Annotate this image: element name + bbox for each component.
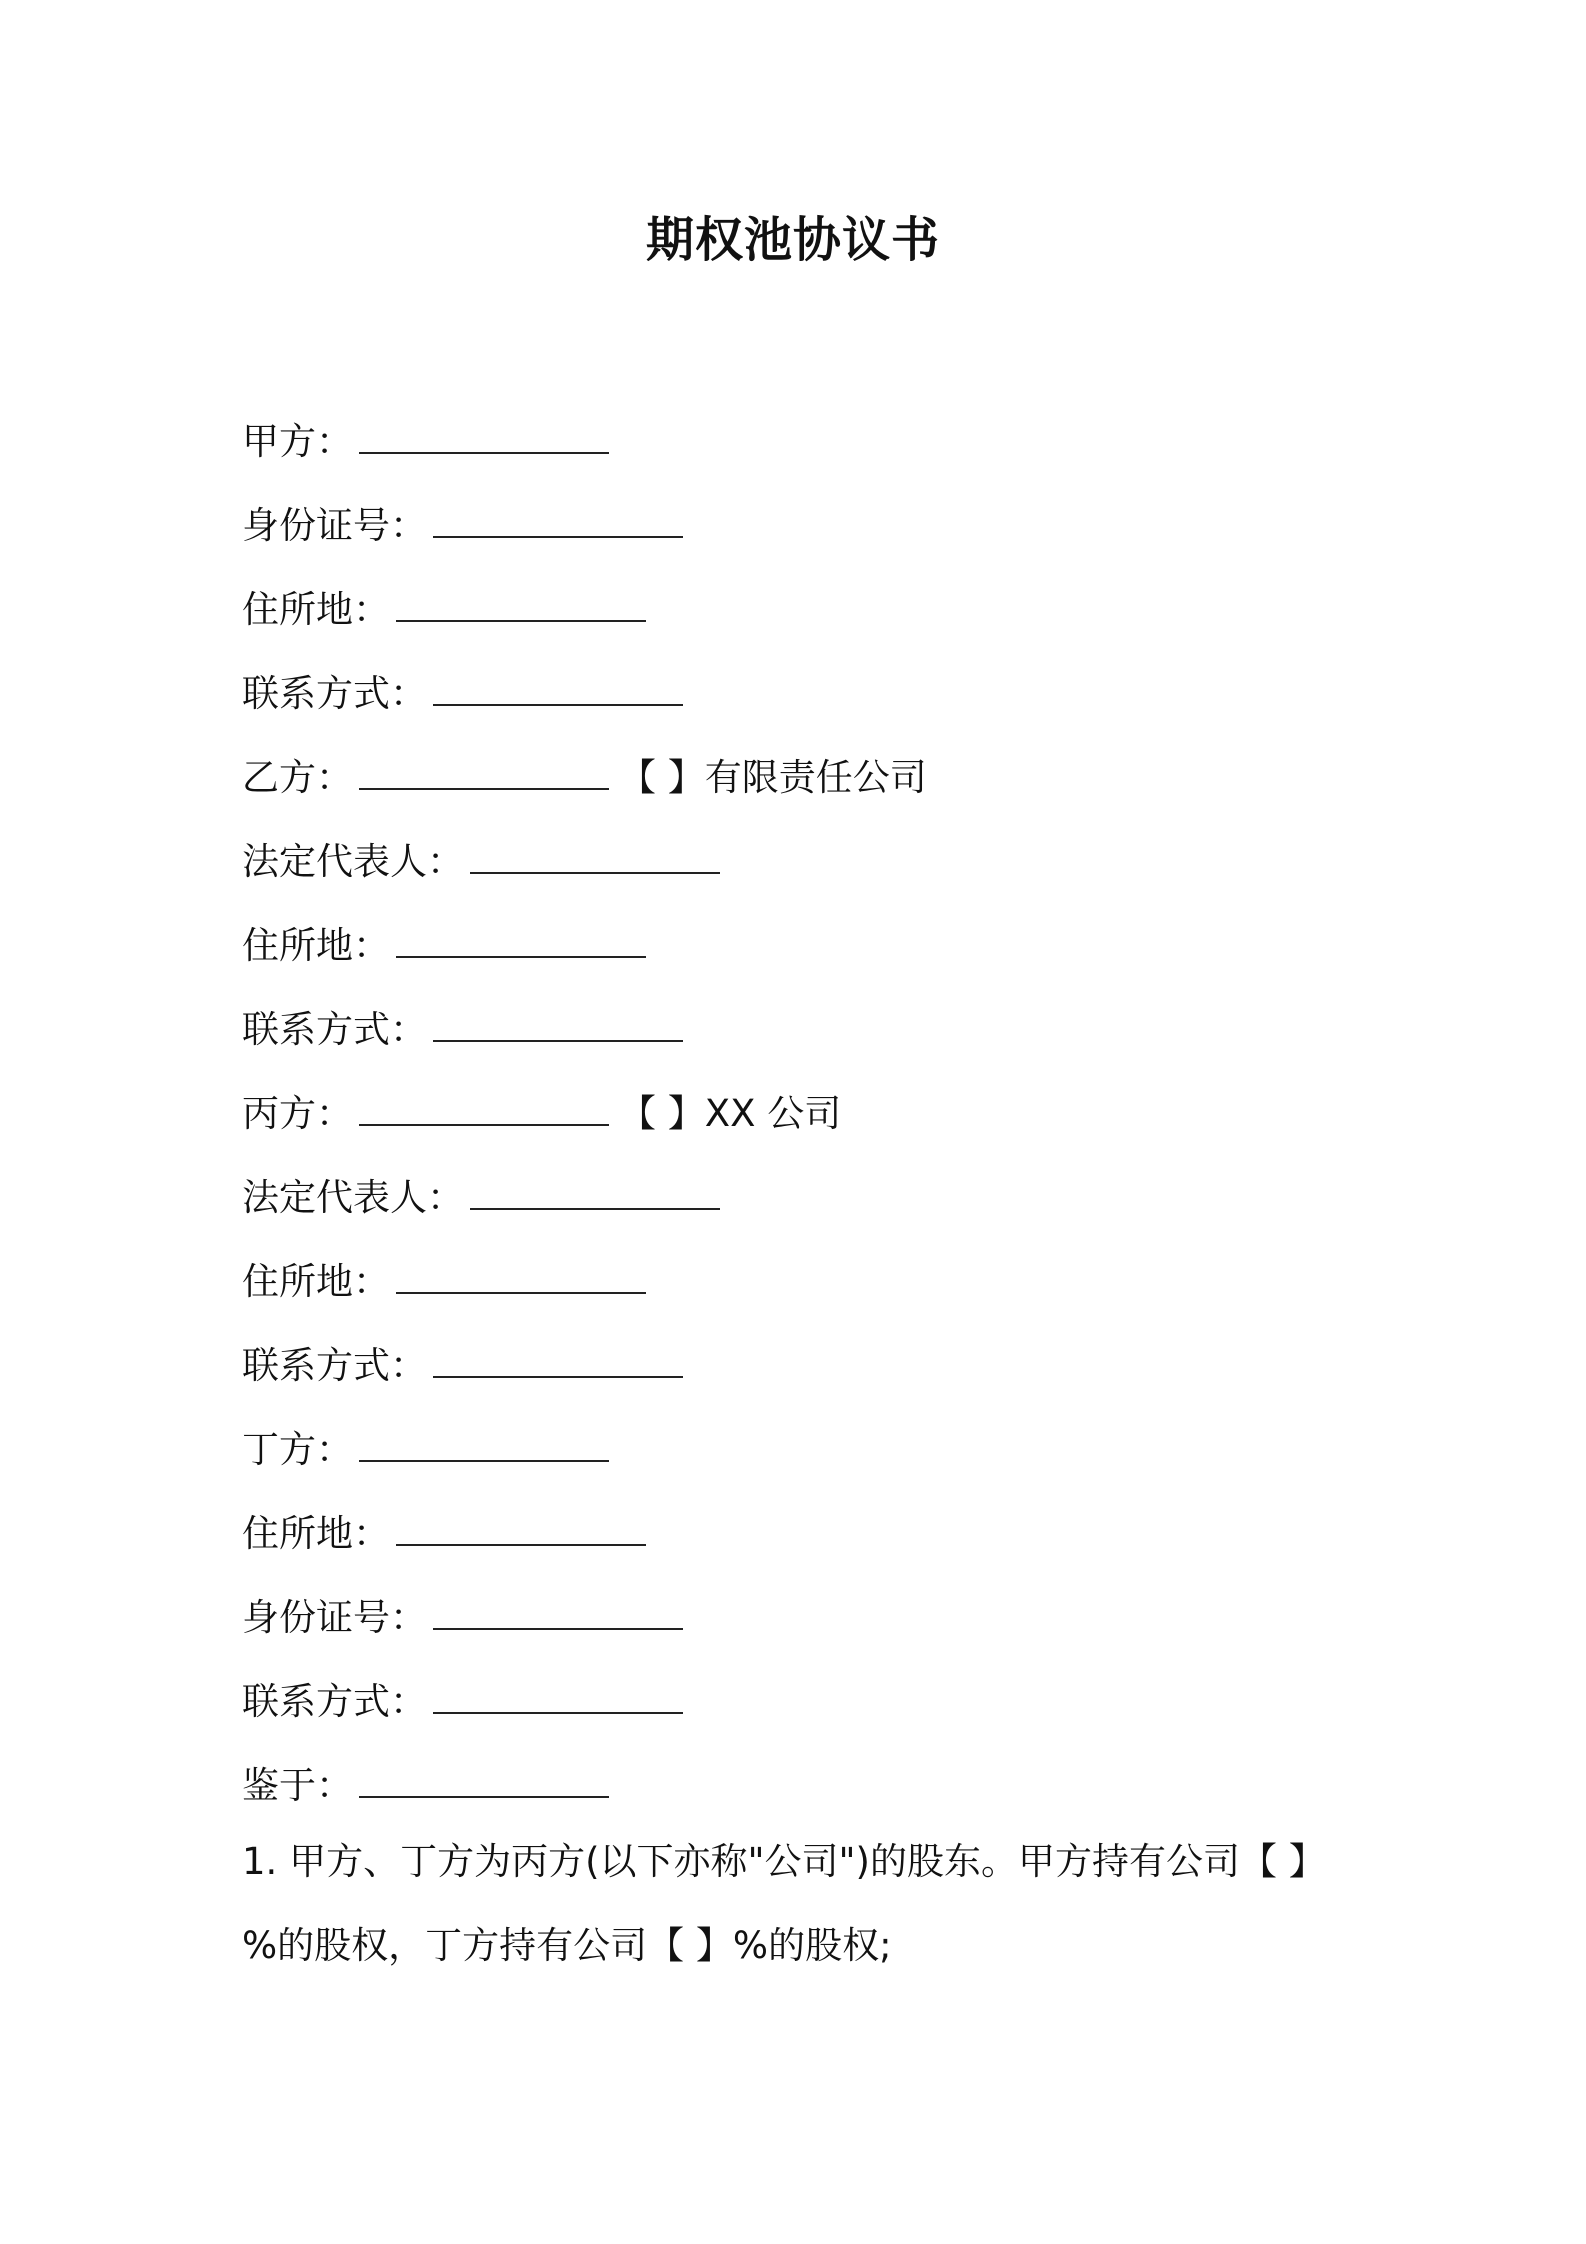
- field-party-a: [242, 400, 1392, 484]
- field-party-c-contact: [242, 1324, 1392, 1408]
- field-party-a-contact: [242, 652, 1392, 736]
- fill-blank: [433, 1010, 683, 1042]
- paragraph-line: 1. 甲方、丁方为丙方(以下亦称"公司")的股东。甲方持有公司【 】: [242, 1840, 1326, 1883]
- fill-blank: [470, 1178, 720, 1210]
- field-party-a-id: [242, 484, 1392, 568]
- field-party-d-contact: [242, 1660, 1392, 1744]
- field-label: 身份证号：: [242, 504, 427, 547]
- field-label: 联系方式：: [242, 1008, 427, 1051]
- field-label: 丙方：: [242, 1092, 353, 1135]
- fill-blank: [433, 1682, 683, 1714]
- field-label: 住所地：: [242, 588, 390, 631]
- paragraph-line: %的股权，丁方持有公司【 】%的股权;: [242, 1924, 892, 1967]
- fill-blank: [359, 1094, 609, 1126]
- field-party-b-representative: [242, 820, 1392, 904]
- field-party-d-id: [242, 1576, 1392, 1660]
- fill-blank: [396, 1514, 646, 1546]
- field-party-c: [242, 1072, 1392, 1156]
- field-whereas: [242, 1744, 1392, 1828]
- field-label: 鉴于：: [242, 1764, 353, 1807]
- field-label: 丁方：: [242, 1428, 353, 1471]
- fill-blank: [359, 422, 609, 454]
- field-label: 法定代表人：: [242, 840, 464, 883]
- field-party-b-address: [242, 904, 1392, 988]
- field-label: 联系方式：: [242, 672, 427, 715]
- field-party-d-address: [242, 1492, 1392, 1576]
- field-party-d: [242, 1408, 1392, 1492]
- field-party-b-contact: [242, 988, 1392, 1072]
- fill-blank: [433, 1346, 683, 1378]
- fill-blank: [433, 1598, 683, 1630]
- field-label: 联系方式：: [242, 1344, 427, 1387]
- fill-blank: [359, 1430, 609, 1462]
- document-title: 期权池协议书: [645, 212, 940, 268]
- fill-blank: [470, 842, 720, 874]
- fill-blank: [433, 674, 683, 706]
- fill-blank: [433, 506, 683, 538]
- field-party-a-address: [242, 568, 1392, 652]
- field-party-c-address: [242, 1240, 1392, 1324]
- fill-blank: [396, 1262, 646, 1294]
- fill-blank: [396, 926, 646, 958]
- field-label: 住所地：: [242, 1260, 390, 1303]
- field-label: 联系方式：: [242, 1680, 427, 1723]
- fill-blank: [359, 1766, 609, 1798]
- party-fields: [242, 400, 1392, 1828]
- field-label: 身份证号：: [242, 1596, 427, 1639]
- recital-paragraph: [242, 1820, 1352, 1988]
- fill-blank: [359, 758, 609, 790]
- field-label: 住所地：: [242, 1512, 390, 1555]
- field-label: 甲方：: [242, 420, 353, 463]
- field-label: 住所地：: [242, 924, 390, 967]
- field-label: 乙方：: [242, 756, 353, 799]
- field-party-b: [242, 736, 1392, 820]
- field-suffix: 【 】XX 公司: [619, 1092, 842, 1135]
- field-suffix: 【 】有限责任公司: [619, 756, 927, 799]
- field-party-c-representative: [242, 1156, 1392, 1240]
- field-label: 法定代表人：: [242, 1176, 464, 1219]
- fill-blank: [396, 590, 646, 622]
